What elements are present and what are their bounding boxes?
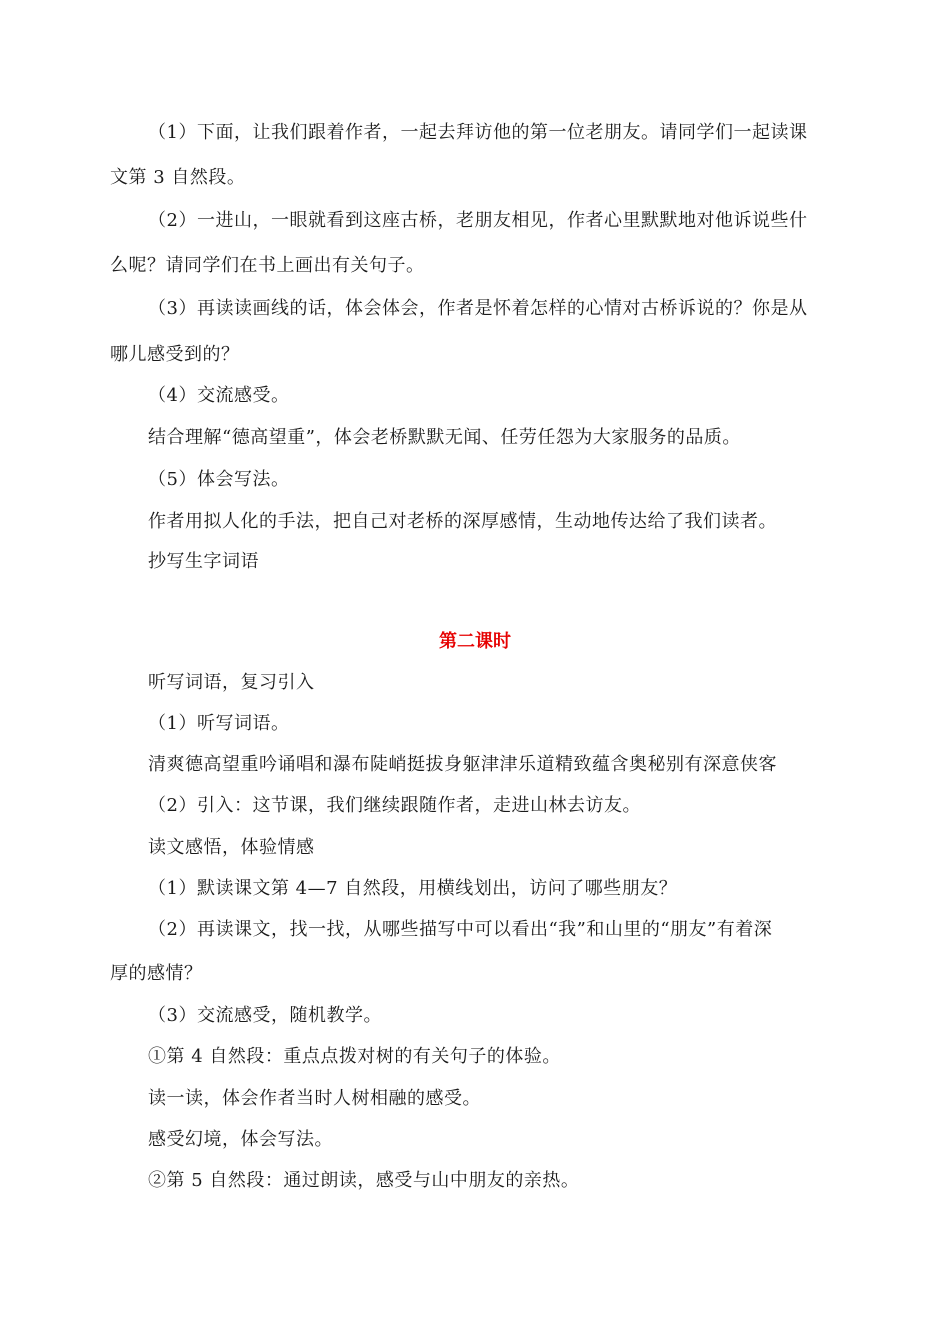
lesson2-paragraph-8: （3）交流感受，随机教学。: [148, 1005, 382, 1026]
paragraph-3-line-2: 哪儿感受到的？: [110, 344, 240, 365]
lesson2-paragraph-7-line-1: （2）再读课文，找一找，从哪些描写中可以看出“我”和山里的“朋友”有着深: [148, 919, 773, 940]
paragraph-2-line-2: 么呢？请同学们在书上画出有关句子。: [110, 255, 425, 276]
lesson2-paragraph-2: （1）听写词语。: [148, 713, 290, 734]
lesson2-paragraph-4: （2）引入：这节课，我们继续跟随作者，走进山林去访友。: [148, 795, 641, 816]
lesson2-paragraph-6: （1）默读课文第 4—7 自然段，用横线划出，访问了哪些朋友？: [148, 878, 678, 899]
lesson2-paragraph-5: 读文感悟，体验情感: [148, 837, 315, 858]
paragraph-8: 抄写生字词语: [148, 551, 259, 572]
lesson2-paragraph-12: ②第 5 自然段：通过朗读，感受与山中朋友的亲热。: [148, 1170, 580, 1191]
paragraph-1-line-2: 文第 3 自然段。: [110, 167, 246, 188]
paragraph-3-line-1: （3）再读读画线的话，体会体会，作者是怀着怎样的心情对古桥诉说的？你是从: [148, 298, 808, 319]
paragraph-4: （4）交流感受。: [148, 385, 290, 406]
lesson2-paragraph-1: 听写词语，复习引入: [148, 672, 315, 693]
paragraph-5: 结合理解“德高望重”，体会老桥默默无闻、任劳任怨为大家服务的品质。: [148, 427, 741, 448]
lesson2-paragraph-7-line-2: 厚的感情？: [110, 963, 203, 984]
lesson2-word-list: 清爽德高望重吟诵唱和瀑布陡峭挺拔身躯津津乐道精致蕴含奥秘别有深意侠客: [148, 754, 777, 775]
lesson2-paragraph-11: 感受幻境，体会写法。: [148, 1129, 333, 1150]
section-heading: 第二课时: [439, 631, 511, 652]
lesson2-paragraph-9: ①第 4 自然段：重点点拨对树的有关句子的体验。: [148, 1046, 561, 1067]
paragraph-2-line-1: （2）一进山，一眼就看到这座古桥，老朋友相见，作者心里默默地对他诉说些什: [148, 210, 808, 231]
lesson2-paragraph-10: 读一读，体会作者当时人树相融的感受。: [148, 1088, 481, 1109]
paragraph-6: （5）体会写法。: [148, 469, 290, 490]
paragraph-7: 作者用拟人化的手法，把自己对老桥的深厚感情，生动地传达给了我们读者。: [148, 511, 777, 532]
paragraph-1-line-1: （1）下面，让我们跟着作者，一起去拜访他的第一位老朋友。请同学们一起读课: [148, 122, 808, 143]
